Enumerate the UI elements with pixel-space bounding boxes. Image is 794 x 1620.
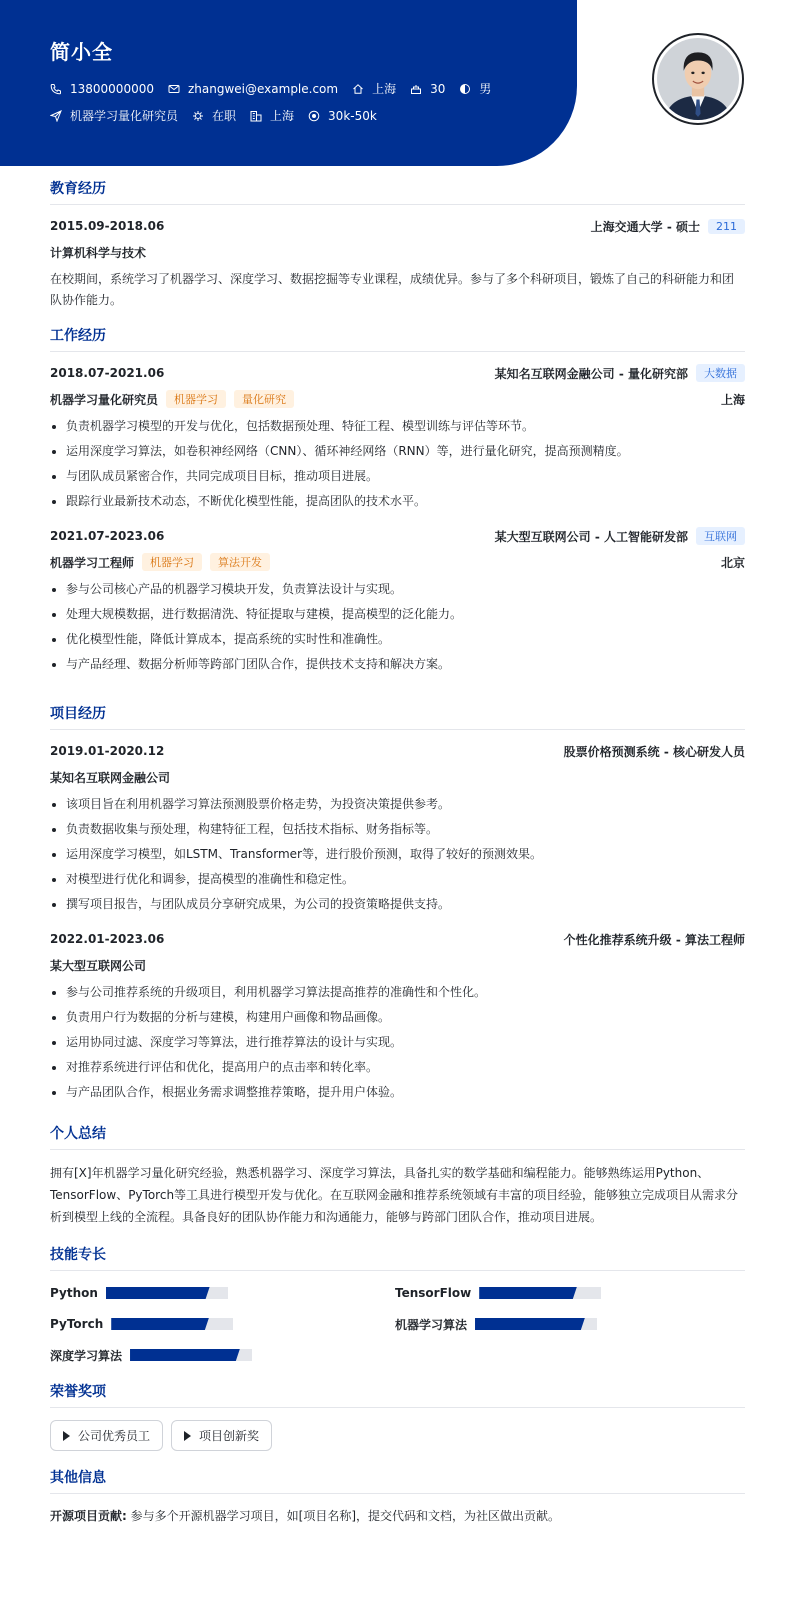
mail-icon	[168, 83, 180, 95]
project-org: 某大型互联网公司	[50, 958, 147, 973]
projects-section	[50, 703, 745, 1105]
work-entry	[50, 364, 745, 514]
position-item	[50, 107, 178, 124]
skill-item	[395, 1314, 740, 1334]
education-tag: 211	[708, 219, 745, 234]
profile-photo	[657, 38, 739, 120]
work-bullets	[50, 414, 745, 514]
home-item	[352, 80, 396, 97]
skill-item	[50, 1345, 395, 1365]
home-icon	[352, 83, 364, 95]
candidate-name: 简小全	[50, 40, 113, 64]
avatar	[652, 33, 744, 125]
award-chip	[171, 1420, 272, 1451]
awards-list	[50, 1420, 745, 1451]
age-item	[410, 82, 445, 96]
skill-item	[50, 1283, 395, 1303]
project-name: 个性化推荐系统升级 - 算法工程师	[563, 932, 745, 947]
list-item: 参与公司推荐系统的升级项目，利用机器学习算法提高推荐的准确性和个性化。	[50, 980, 745, 1005]
work-tag: 互联网	[696, 527, 745, 545]
project-entry	[50, 930, 745, 1105]
award-chip	[50, 1420, 163, 1451]
award-label: 公司优秀员工	[78, 1429, 151, 1443]
education-section	[50, 178, 745, 311]
phone-text: 13800000000	[70, 81, 154, 96]
phone-item	[50, 82, 154, 96]
job-row	[50, 107, 391, 124]
project-bullets	[50, 980, 745, 1105]
project-date: 2019.01-2020.12	[50, 744, 165, 758]
work-role-wrap	[50, 390, 294, 408]
project-entry	[50, 742, 745, 917]
list-item: 处理大规模数据，进行数据清洗、特征提取与建模，提高模型的泛化能力。	[50, 602, 745, 627]
gender-text: 男	[479, 82, 492, 96]
work-city: 北京	[720, 555, 745, 570]
skill-bar	[479, 1287, 601, 1299]
summary-text: 拥有[X]年机器学习量化研究经验，熟悉机器学习、深度学习算法，具备扎实的数学基础和编程能力。能够熟练运用Python、TensorFlow、PyTorch等工具进行模型开发与优化。在互联网金融和推荐系统领域有丰富的项目经验，能够独立完成项目从需求分析到模型上线的全流程。具备良好的团队协作能力和沟通能力，能够与跨部门团队合作，推动项目进展。	[50, 1166, 739, 1224]
resume-body	[50, 178, 745, 1527]
list-item: 负责数据收集与预处理，构建特征工程，包括技术指标、财务指标等。	[50, 817, 745, 842]
list-item: 负责用户行为数据的分析与建模，构建用户画像和物品画像。	[50, 1005, 745, 1030]
work-date: 2018.07-2021.06	[50, 366, 165, 380]
salary-icon	[308, 110, 320, 122]
list-item: 撰写项目报告，与团队成员分享研究成果，为公司的投资策略提供支持。	[50, 892, 745, 917]
salary-item	[308, 109, 377, 123]
work-role-wrap	[50, 553, 270, 571]
skill-name: 机器学习算法	[395, 1317, 468, 1332]
play-icon	[63, 1431, 70, 1441]
projects-title: 项目经历	[50, 703, 745, 730]
education-title: 教育经历	[50, 178, 745, 205]
email-text: zhangwei@example.com	[187, 81, 339, 96]
list-item: 对推荐系统进行评估和优化，提高用户的点击率和转化率。	[50, 1055, 745, 1080]
skill-bar	[130, 1349, 252, 1361]
work-company: 某大型互联网公司 - 人工智能研发部	[494, 529, 688, 544]
work-role-tag: 算法开发	[210, 553, 270, 571]
education-school: 上海交通大学 - 硕士	[590, 219, 700, 234]
list-item: 对模型进行优化和调参，提高模型的准确性和稳定性。	[50, 867, 745, 892]
education-school-wrap	[591, 218, 745, 235]
email-item	[168, 82, 338, 96]
other-title: 其他信息	[50, 1467, 745, 1494]
skill-bar-fill	[479, 1287, 577, 1299]
other-section	[50, 1467, 745, 1527]
project-date: 2022.01-2023.06	[50, 932, 165, 946]
play-icon	[184, 1431, 191, 1441]
education-date: 2015.09-2018.06	[50, 219, 165, 233]
work-company: 某知名互联网金融公司 - 量化研究部	[494, 366, 688, 381]
list-item: 负责机器学习模型的开发与优化，包括数据预处理、特征工程、模型训练与评估等环节。	[50, 414, 745, 439]
project-bullets	[50, 792, 745, 917]
work-company-wrap	[495, 527, 745, 545]
other-label: 开源项目贡献:	[50, 1509, 127, 1523]
age-text: 30	[430, 81, 446, 96]
skill-bar-fill	[111, 1318, 209, 1330]
skill-name: 深度学习算法	[50, 1348, 123, 1363]
work-role: 机器学习量化研究员	[50, 392, 159, 407]
city-item	[250, 107, 294, 124]
status-item	[192, 107, 236, 124]
skill-item	[395, 1283, 740, 1303]
other-info	[50, 1506, 745, 1527]
list-item: 该项目旨在利用机器学习算法预测股票价格走势，为投资决策提供参考。	[50, 792, 745, 817]
other-text: 参与多个开源机器学习项目，如[项目名称]，提交代码和文档，为社区做出贡献。	[130, 1509, 561, 1523]
list-item: 与团队成员紧密合作，共同完成项目目标，推动项目进展。	[50, 464, 745, 489]
project-entry-head	[50, 742, 745, 760]
summary-title: 个人总结	[50, 1123, 745, 1150]
work-bullets	[50, 577, 745, 677]
list-item: 运用深度学习模型，如LSTM、Transformer等，进行股价预测，取得了较好的预测效果。	[50, 842, 745, 867]
work-role-row	[50, 553, 745, 571]
work-role-row	[50, 390, 745, 408]
phone-icon	[50, 83, 62, 95]
skill-bar-fill	[475, 1318, 585, 1330]
gender-item	[459, 80, 491, 97]
project-name: 股票价格预测系统 - 核心研发人员	[563, 744, 745, 759]
send-icon	[50, 110, 62, 122]
skill-bar	[106, 1287, 228, 1299]
gender-icon	[459, 83, 471, 95]
skill-name: Python	[50, 1286, 98, 1300]
awards-title: 荣誉奖项	[50, 1381, 745, 1408]
work-section	[50, 325, 745, 677]
work-role: 机器学习工程师	[50, 555, 135, 570]
awards-section	[50, 1381, 745, 1451]
list-item: 跟踪行业最新技术动态，不断优化模型性能，提高团队的技术水平。	[50, 489, 745, 514]
project-org-row	[50, 768, 745, 786]
home-text: 上海	[372, 82, 397, 96]
header-banner	[0, 0, 577, 166]
list-item: 参与公司核心产品的机器学习模块开发，负责算法设计与实现。	[50, 577, 745, 602]
list-item: 运用深度学习算法，如卷积神经网络（CNN）、循环神经网络（RNN）等，进行量化研究，提高预测精度。	[50, 439, 745, 464]
skills-title: 技能专长	[50, 1244, 745, 1271]
list-item: 运用协同过滤、深度学习等算法，进行推荐算法的设计与实现。	[50, 1030, 745, 1055]
list-item: 与产品团队合作，根据业务需求调整推荐策略，提升用户体验。	[50, 1080, 745, 1105]
award-label: 项目创新奖	[199, 1429, 260, 1443]
education-entry-head	[50, 217, 745, 235]
list-item: 优化模型性能，降低计算成本，提高系统的实时性和准确性。	[50, 627, 745, 652]
skill-item	[50, 1314, 395, 1334]
skill-name: TensorFlow	[395, 1286, 472, 1300]
position-text: 机器学习量化研究员	[70, 109, 179, 123]
work-entry-head	[50, 364, 745, 382]
list-item: 与产品经理、数据分析师等跨部门团队合作，提供技术支持和解决方案。	[50, 652, 745, 677]
project-org: 某知名互联网金融公司	[50, 770, 171, 785]
work-city: 上海	[720, 392, 745, 407]
summary-section	[50, 1123, 745, 1228]
work-title: 工作经历	[50, 325, 745, 352]
skill-bar-fill	[130, 1349, 240, 1361]
project-entry-head	[50, 930, 745, 948]
work-role-tag: 量化研究	[234, 390, 294, 408]
work-entry	[50, 527, 745, 677]
status-icon	[192, 110, 204, 122]
skill-bar-fill	[106, 1287, 210, 1299]
skill-bar	[475, 1318, 597, 1330]
city-text: 上海	[270, 109, 295, 123]
work-date: 2021.07-2023.06	[50, 529, 165, 543]
work-company-wrap	[495, 364, 745, 382]
status-text: 在职	[212, 109, 237, 123]
skill-name: PyTorch	[50, 1317, 104, 1331]
work-tag: 大数据	[696, 364, 745, 382]
project-org-row	[50, 956, 745, 974]
city-icon	[250, 110, 262, 122]
skills-section	[50, 1244, 745, 1365]
skill-bar	[111, 1318, 233, 1330]
work-role-tag: 机器学习	[142, 553, 202, 571]
work-role-tag: 机器学习	[166, 390, 226, 408]
age-icon	[410, 83, 422, 95]
education-desc: 在校期间，系统学习了机器学习、深度学习、数据挖掘等专业课程，成绩优异。参与了多个科研项目，锻炼了自己的科研能力和团队协作能力。	[50, 272, 735, 307]
education-major	[50, 243, 745, 261]
contact-row	[50, 80, 505, 97]
salary-text: 30k-50k	[328, 108, 377, 123]
skills-grid	[50, 1283, 745, 1365]
education-major-text: 计算机科学与技术	[50, 245, 147, 260]
work-entry-head	[50, 527, 745, 545]
